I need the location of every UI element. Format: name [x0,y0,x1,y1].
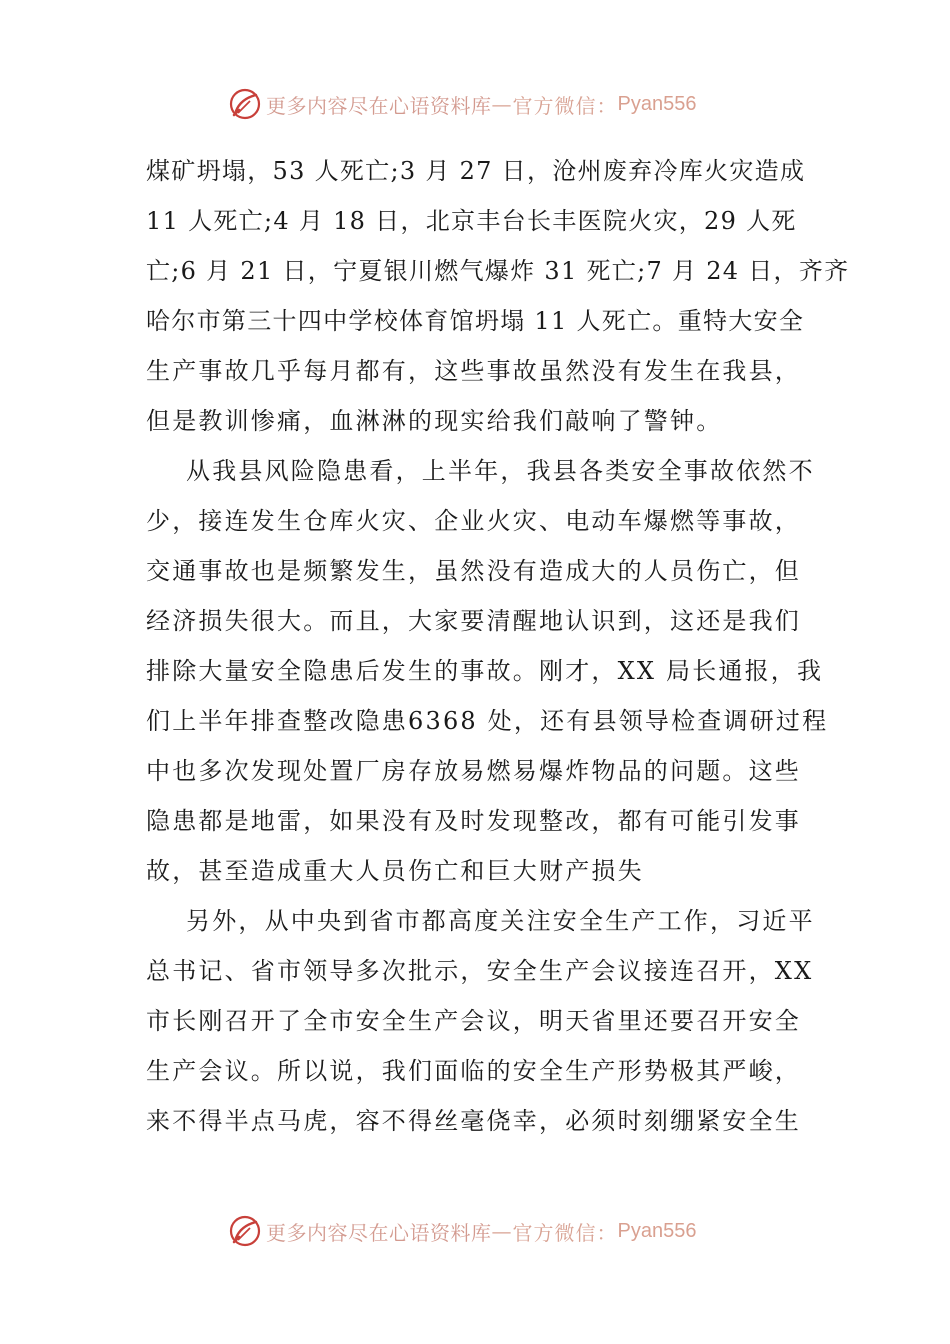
text-line: 11 人死亡;4 月 18 日，北京丰台长丰医院火灾，29 人死 [146,207,797,235]
text-line: 煤矿坍塌，53 人死亡;3 月 27 日，沧州废弃冷库火灾造成 [146,157,806,185]
footer-watermark [228,1211,748,1251]
text-line: 中也多次发现处置厂房存放易燃易爆炸物品的问题。这些 [146,757,801,785]
text-line: 但是教训惨痛，血淋淋的现实给我们敲响了警钟。 [146,407,723,435]
pen-logo-icon [228,87,262,121]
text-line: 们上半年排查整改隐患6368 处，还有县领导检查调研过程 [146,707,829,735]
text-line: 总书记、省市领导多次批示，安全生产会议接连召开，XX [146,957,814,985]
text-line: 故，甚至造成重大人员伤亡和巨大财产损失 [146,857,644,885]
text-line: 少，接连发生仓库火灾、企业火灾、电动车爆燃等事故， [146,507,801,535]
paragraph-start-line: 另外，从中央到省市都高度关注安全生产工作，习近平 [186,907,815,935]
document-body [146,146,850,1146]
text-line: 哈尔市第三十四中学校体育馆坍塌 11 人死亡。重特大安全 [146,307,805,335]
watermark-main-text: 更多内容尽在心语资料库 [266,93,492,118]
text-line: 排除大量安全隐患后发生的事故。刚才，XX 局长通报，我 [146,657,824,685]
text-line: 来不得半点马虎，容不得丝毫侥幸，必须时刻绷紧安全生 [146,1107,801,1135]
text-line: 市长刚召开了全市安全生产会议，明天省里还要召开安全 [146,1007,801,1035]
watermark-official-label: 官方微信： [512,93,618,118]
header-watermark [228,84,748,124]
text-line: 经济损失很大。而且，大家要清醒地认识到，这还是我们 [146,607,801,635]
watermark-dash: — [491,92,513,116]
watermark-main-text: 更多内容尽在心语资料库 [266,1220,492,1245]
text-line: 交通事故也是频繁发生，虽然没有造成大的人员伤亡，但 [146,557,801,585]
text-line: 生产会议。所以说，我们面临的安全生产形势极其严峻， [146,1057,801,1085]
watermark-wechat-id: Pyan556 [617,92,697,115]
pen-logo-icon [228,1214,262,1248]
text-line: 亡;6 月 21 日，宁夏银川燃气爆炸 31 死亡;7 月 24 日，齐齐 [146,257,850,285]
text-line: 隐患都是地雷，如果没有及时发现整改，都有可能引发事 [146,807,801,835]
text-line: 生产事故几乎每月都有，这些事故虽然没有发生在我县， [146,357,801,385]
watermark-wechat-id: Pyan556 [617,1219,697,1242]
paragraph-start-line: 从我县风险隐患看，上半年，我县各类安全事故依然不 [186,457,815,485]
watermark-official-label: 官方微信： [512,1220,618,1245]
watermark-dash: — [491,1219,513,1243]
